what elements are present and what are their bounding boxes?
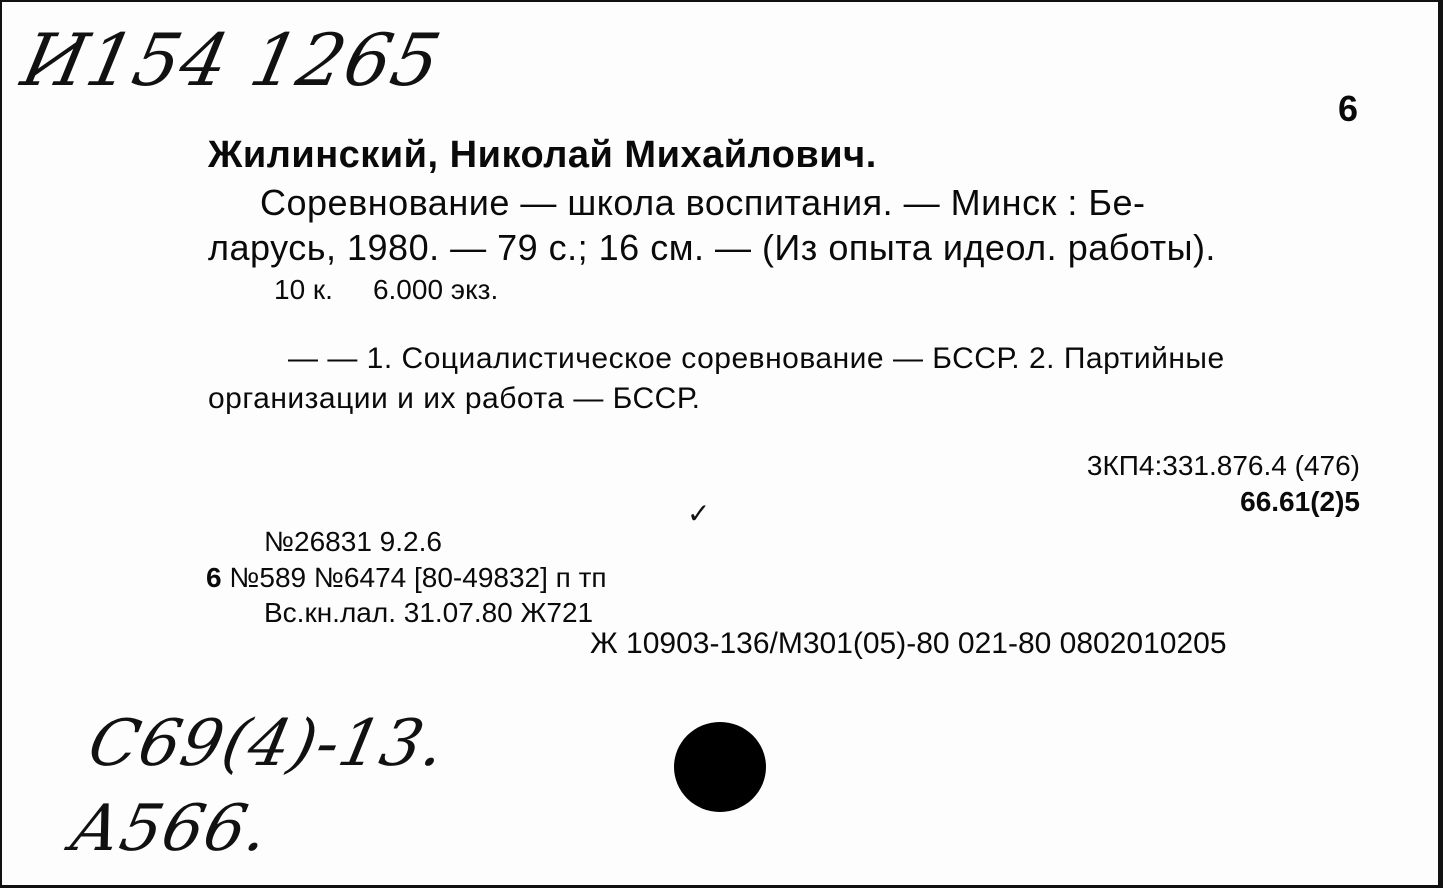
handwritten-call-number-2: А566. — [64, 792, 276, 866]
tech-line-2 — [206, 562, 607, 594]
punch-hole — [674, 722, 766, 812]
classification-code-1: 3КП4:331.876.4 (476) — [1086, 450, 1360, 481]
copies-count: 6.000 экз. — [372, 274, 499, 305]
subject-line-1: — — 1. Социалистическое соревнование — БССР. 2. Партийные — [288, 342, 1225, 375]
tech-line-4: Ж 10903-136/М301(05)-80 021-80 0802010205 — [590, 627, 1227, 660]
handwritten-call-number-1: С69(4)-13. — [82, 707, 453, 781]
tech-line-2-lead: 6 — [206, 562, 222, 593]
description-line-2: ларусь, 1980. — 79 с.; 16 см. — (Из опыта идеол. работы). — [208, 227, 1216, 268]
description-line-1: Соревнование — школа воспитания. — Минск : Бе- — [260, 182, 1146, 223]
price: 10 к. — [274, 274, 333, 305]
subject-line-2: организации и их работа — БССР. — [208, 382, 701, 415]
tech-line-1: №26831 9.2.6 — [264, 526, 442, 557]
author-heading: Жилинский, Николай Михайлович. — [208, 134, 877, 176]
pencil-mark: ✓ — [687, 498, 711, 529]
price-copies-line — [274, 274, 498, 306]
tech-line-3: Вс.кн.лал. 31.07.80 Ж721 — [264, 597, 594, 628]
classification-code-2: 66.61(2)5 — [1240, 486, 1360, 517]
tech-line-2-rest: №589 №6474 [80-49832] п тп — [221, 562, 607, 593]
card-number: 6 — [1337, 88, 1358, 129]
handwritten-inventory-number: И154 1265 — [15, 18, 449, 102]
